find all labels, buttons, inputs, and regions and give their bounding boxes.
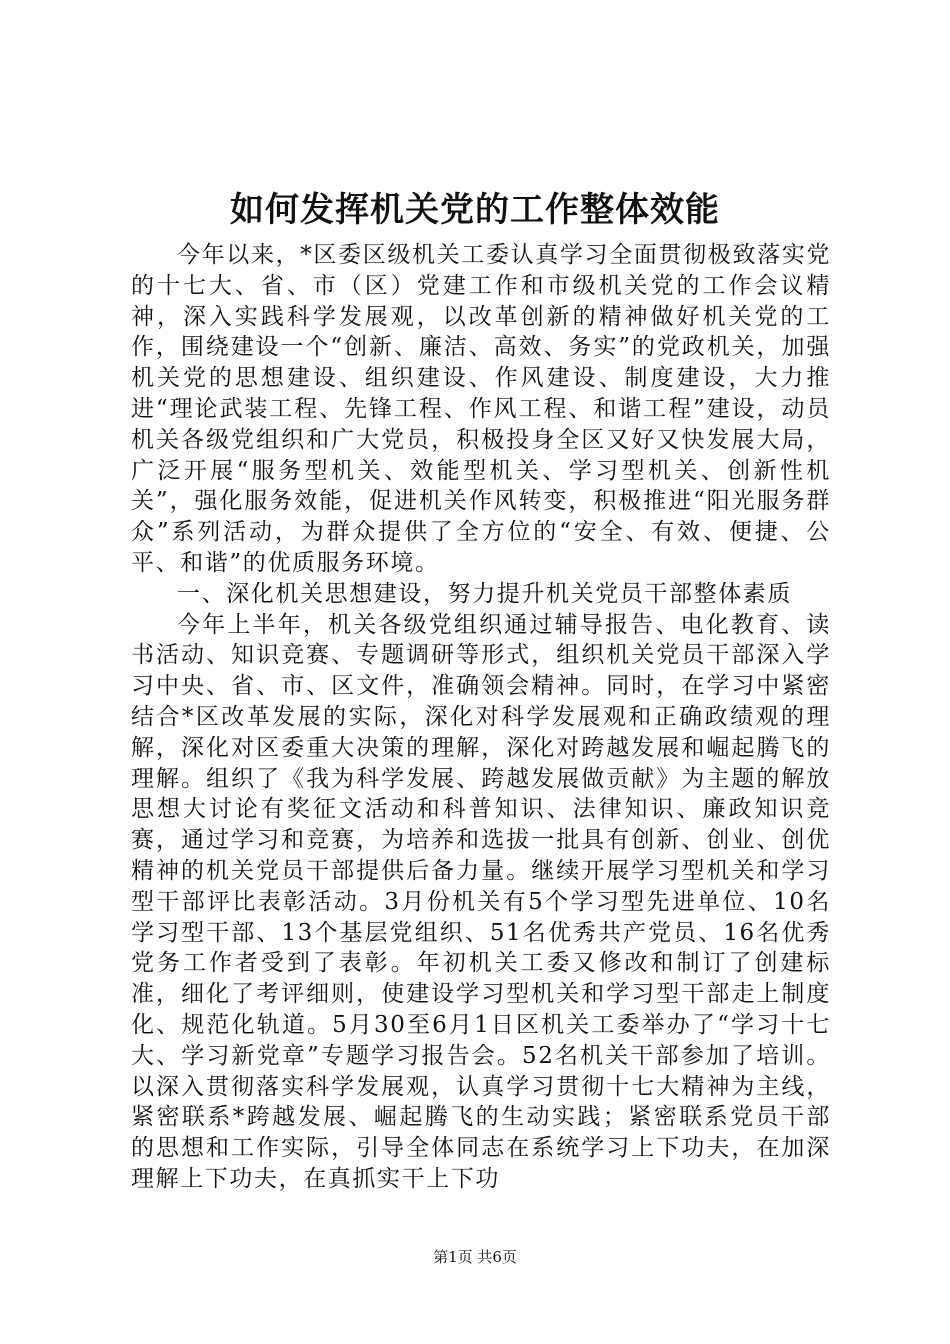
document-title: 如何发挥机关党的工作整体效能	[230, 190, 720, 230]
paragraph-section-1: 今年上半年，机关各级党组织通过辅导报告、电化教育、读书活动、知识竞赛、专题调研等形式，组织机关党员干部深入学习中央、省、市、区文件，准确领会精神。同时，在学习中紧密结合*区改革发展的实际，深化对科学发展观和正确政绩观的理解，深化对区委重大决策的理解，深化对跨越发展和崛起腾飞的理解。组织了《我为科学发展、跨越发展做贡献》为主题的解放思想大讨论有奖征文活动和科普知识、法律知识、廉政知识竞赛，通过学习和竞赛，为培养和选拔一批具有创新、创业、创优精神的机关党员干部提供后备力量。继续开展学习型机关和学习型干部评比表彰活动。3月份机关有5个学习型先进单位、10名学习型干部、13个基层党组织、51名优秀共产党员、16名优秀党务工作者受到了表彰。年初机关工委又修改和制订了创建标准，细化了考评细则，使建设学习型机关和学习型干部走上制度化、规范化轨道。5月30至6月1日区机关工委举办了“学习十七大、学习新党章”专题学习报告会。52名机关干部参加了培训。以深入贯彻落实科学发展观，认真学习贯彻十七大精神为主线，紧密联系*跨越发展、崛起腾飞的生动实践；紧密联系党员干部的思想和工作实际，引导全体同志在系统学习上下功夫，在加深理解上下功夫，在真抓实干上下功	[131, 611, 831, 1192]
document-body	[131, 240, 831, 1195]
page-footer: 第1页 共6页	[433, 1248, 517, 1266]
paragraph-intro: 今年以来，*区委区级机关工委认真学习全面贯彻极致落实党的十七大、省、市（区）党建工作和市级机关党的工作会议精神，深入实践科学发展观，以改革创新的精神做好机关党的工作，围绕建设一个“创新、廉洁、高效、务实”的党政机关，加强机关党的思想建设、组织建设、作风建设、制度建设，大力推进“理论武装工程、先锋工程、作风工程、和谐工程”建设，动员机关各级党组织和广大党员，积极投身全区又好又快发展大局，广泛开展“服务型机关、效能型机关、学习型机关、创新性机关”，强化服务效能，促进机关作风转变，积极推进“阳光服务群众”系列活动，为群众提供了全方位的“安全、有效、便捷、公平、和谐”的优质服务环境。	[131, 242, 831, 576]
section-heading-1: 一、深化机关思想建设，努力提升机关党员干部整体素质	[177, 580, 792, 607]
